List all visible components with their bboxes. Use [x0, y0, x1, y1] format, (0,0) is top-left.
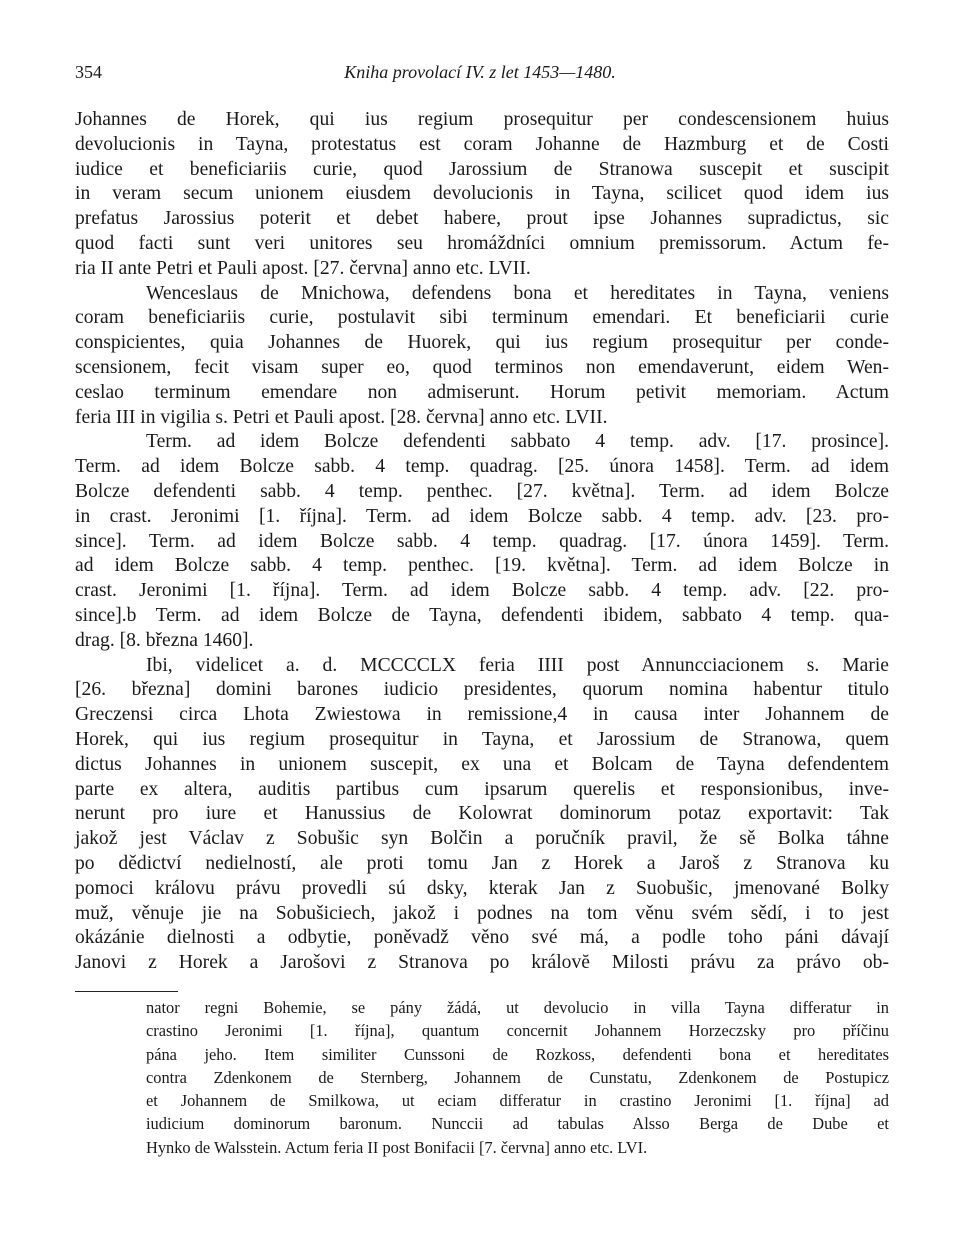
text-line: jakož jest Václav z Sobušic syn Bolčin a poručník pravil, že sě Bolka táhne	[75, 828, 889, 850]
text-line: nerunt pro iure et Hanussius de Kolowrat dominorum potaz exportavit: Tak	[75, 803, 889, 825]
text-line: quod facti sunt veri unitores seu hromáždníci omnium premissorum. Actum fe-	[75, 232, 889, 254]
footnote-line: contra Zdenkonem de Sternberg, Johannem de Cunstatu, Zdenkonem de Postupicz	[146, 1067, 889, 1087]
text-line: Greczensi circa Lhota Zwiestowa in remissione,4 in causa inter Johannem de	[75, 704, 889, 726]
main-text	[75, 108, 889, 976]
text-line: drag. [8. března 1460].	[75, 629, 254, 651]
text-line: Janovi z Horek a Jarošovi z Stranova po královĕ Milosti právu za právo ob-	[75, 952, 889, 974]
text-line: in veram secum unionem eiusdem devolucionis in Tayna, scilicet quod idem ius	[75, 183, 889, 205]
text-line: ria II ante Petri et Pauli apost. [27. června] anno etc. LVII.	[75, 257, 531, 279]
text-line: okázánie dielnosti a odbytie, poněvadž věno své má, a podle toho páni dávají	[75, 927, 889, 949]
text-line: parte ex altera, auditis partibus cum ipsarum querelis et responsionibus, inve-	[75, 778, 889, 800]
text-line: po dědictví nedielností, ale proti tomu Jan z Horek a Jaroš z Stranova ku	[75, 852, 889, 874]
footnote-line: iudicium dominorum baronum. Nunccii ad tabulas Alsso Berga de Dube et	[146, 1114, 889, 1134]
text-line: Wenceslaus de Mnichowa, defendens bona et hereditates in Tayna, veniens	[146, 282, 889, 304]
text-line: dictus Johannes in unionem suscepit, ex una et Bolcam de Tayna defendentem	[75, 753, 889, 775]
text-line: crast. Jeronimi [1. října]. Term. ad idem Bolcze sabb. 4 temp. adv. [22. pro-	[75, 580, 889, 602]
footnote-divider	[75, 991, 178, 992]
text-line: since]. Term. ad idem Bolcze sabb. 4 temp. quadrag. [17. února 1459]. Term.	[75, 530, 889, 552]
footnote-line: Hynko de Walsstein. Actum feria II post Bonifacii [7. června] anno etc. LVI.	[146, 1137, 648, 1157]
text-line: in crast. Jeronimi [1. října]. Term. ad idem Bolcze sabb. 4 temp. adv. [23. pro-	[75, 505, 889, 527]
text-line: iudice et beneficiariis curie, quod Jarossium de Stranowa suscepit et suscipit	[75, 158, 889, 180]
footnote-line: et Johannem de Smilkowa, ut eciam differatur in crastino Jeronimi [1. října] ad	[146, 1091, 889, 1111]
text-line: ad idem Bolcze sabb. 4 temp. penthec. [19. května]. Term. ad idem Bolcze in	[75, 555, 889, 577]
text-line: Ibi, videlicet a. d. MCCCCLX feria IIII post Annuncciacionem s. Marie	[146, 654, 889, 676]
running-title: Kniha provolací IV. z let 1453—1480.	[344, 62, 616, 82]
footnote-line: pána jeho. Item similiter Cunssoni de Rozkoss, defendenti bona et hereditates	[146, 1044, 889, 1064]
text-line: ceslao terminum emendare non admiserunt. Horum petivit memoriam. Actum	[75, 381, 889, 403]
text-line: since].b Term. ad idem Bolcze de Tayna, defendenti ibidem, sabbato 4 temp. qua-	[75, 604, 889, 626]
footnotes	[146, 996, 889, 1159]
text-line: feria III in vigilia s. Petri et Pauli apost. [28. června] anno etc. LVII.	[75, 406, 608, 428]
text-line: devolucionis in Tayna, protestatus est coram Johanne de Hazmburg et de Costi	[75, 133, 889, 155]
text-line: Term. ad idem Bolcze sabb. 4 temp. quadrag. [25. února 1458]. Term. ad idem	[75, 456, 889, 478]
text-line: conspicientes, quia Johannes de Huorek, qui ius regium prosequitur per conde-	[75, 332, 889, 354]
text-line: muž, věnuje jie na Sobušiciech, jakož i podnes na tom věnu svém sědí, i to jest	[75, 902, 889, 924]
text-line: scensionem, fecit visam super eo, quod terminos non emendaverunt, eidem Wen-	[75, 356, 889, 378]
text-line: Horek, qui ius regium prosequitur in Tayna, et Jarossium de Stranowa, quem	[75, 728, 889, 750]
footnote-line: nator regni Bohemie, se pány žádá, ut devolucio in villa Tayna differatur in	[146, 998, 889, 1017]
text-line: pomoci královu právu provedli sú dsky, kterak Jan z Suobušic, jmenované Bolky	[75, 877, 889, 899]
text-line: prefatus Jarossius poterit et debet habere, prout ipse Johannes supradictus, sic	[75, 208, 889, 230]
text-line: coram beneficiariis curie, postulavit sibi terminum emendari. Et beneficiarii curie	[75, 307, 889, 329]
footnote-line: crastino Jeronimi [1. října], quantum concernit Johannem Horzeczsky pro příčinu	[146, 1021, 889, 1041]
page-number: 354	[75, 62, 102, 82]
text-line: [26. března] domini barones iudicio presidentes, quorum nomina habentur titulo	[75, 679, 889, 701]
text-line: Term. ad idem Bolcze defendenti sabbato 4 temp. adv. [17. prosince].	[146, 431, 889, 453]
text-line: Bolcze defendenti sabb. 4 temp. penthec. [27. května]. Term. ad idem Bolcze	[75, 480, 889, 502]
text-line: Johannes de Horek, qui ius regium prosequitur per condescensionem huius	[75, 109, 889, 130]
